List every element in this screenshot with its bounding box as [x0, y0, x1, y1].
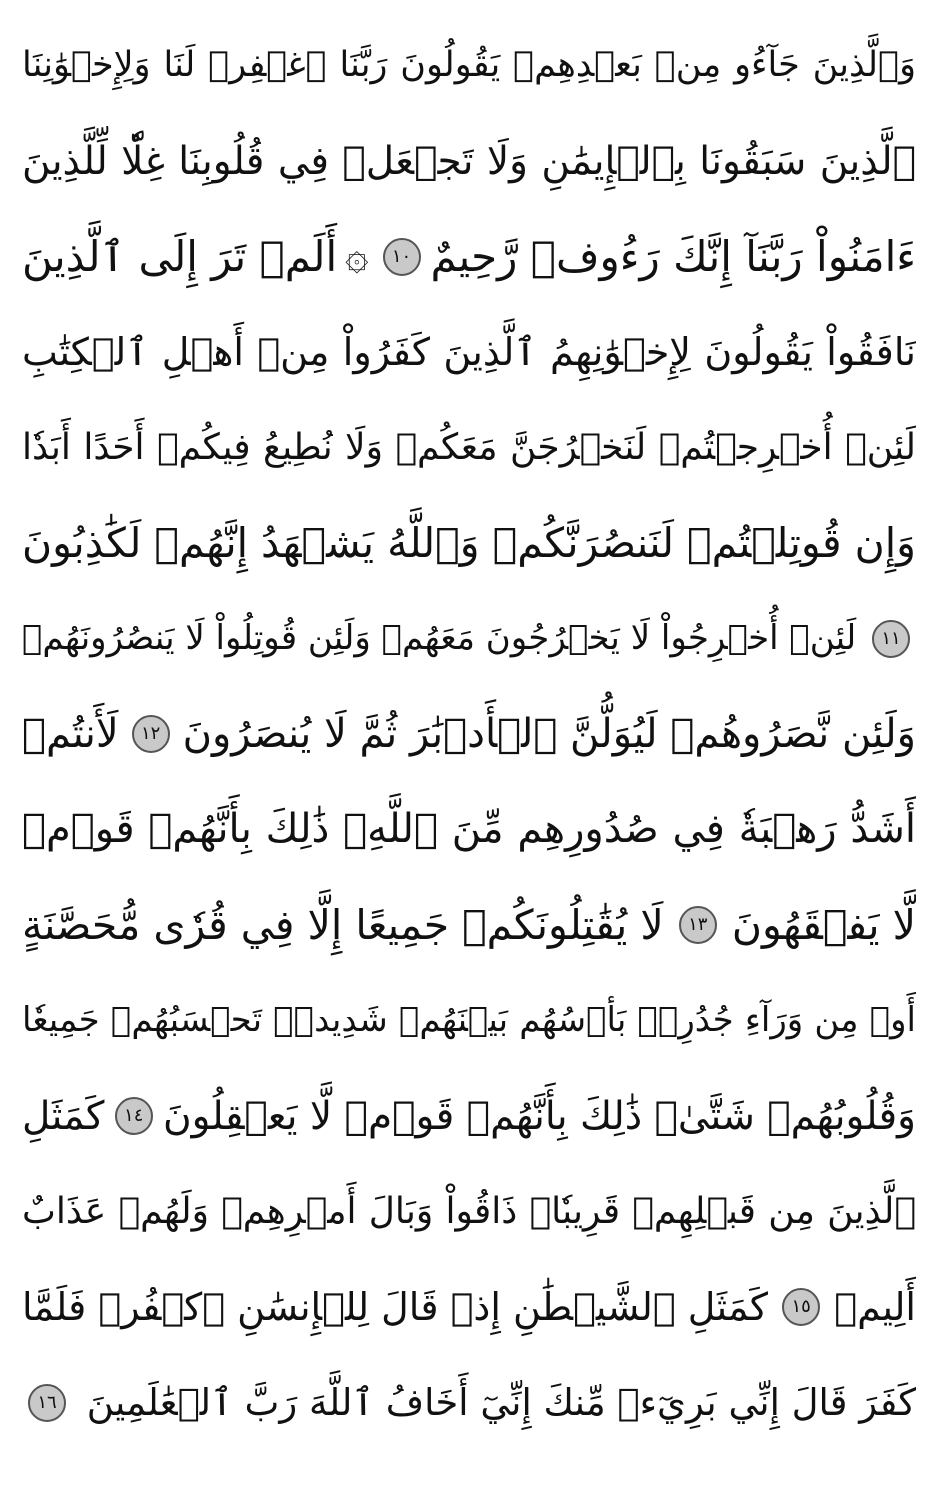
- ayah-number-marker: ١٦: [28, 1384, 66, 1422]
- verse-text: أَشَدُّ رَهۡبَةٗ فِي صُدُورِهِم مِّنَ ٱللَّهِۚ ذَٰلِكَ بِأَنَّهُمۡ قَوۡمٞ: [22, 806, 916, 853]
- ayah-number-marker: ١١: [872, 620, 910, 658]
- verse-text: وَٱلَّذِينَ جَآءُو مِنۢ بَعۡدِهِمۡ يَقُولُونَ رَبَّنَا ٱغۡفِرۡ لَنَا وَلِإِخۡوَٰنِنَا: [22, 45, 916, 86]
- hizb-marker-icon: ۞: [345, 233, 369, 280]
- verse-line: [22, 1355, 916, 1451]
- ayah-number-marker: ١٣: [679, 906, 717, 944]
- verse-text: نَافَقُواْ يَقُولُونَ لِإِخۡوَٰنِهِمُ ٱلَّذِينَ كَفَرُواْ مِنۡ أَهۡلِ ٱلۡكِتَٰبِ: [22, 329, 916, 374]
- verse-text: أَلَمۡ تَرَ إِلَى ٱلَّذِينَ: [22, 232, 338, 282]
- verse-line: [22, 687, 916, 783]
- ayah-number-marker: ١٢: [132, 715, 170, 753]
- verse-text: وَلَئِن نَّصَرُوهُمۡ لَيُوَلُّنَّ ٱلۡأَدۡبَٰرَ ثُمَّ لَا يُنصَرُونَ: [182, 710, 916, 757]
- verse-text: وَإِن قُوتِلۡتُمۡ لَنَنصُرَنَّكُمۡ وَٱللَّهُ يَشۡهَدُ إِنَّهُمۡ لَكَٰذِبُونَ: [22, 518, 916, 567]
- verse-line: [22, 973, 916, 1069]
- verse-line: [22, 305, 916, 401]
- verse-text: لَئِنۡ أُخۡرِجُواْ لَا يَخۡرُجُونَ مَعَهُمۡ وَلَئِن قُوتِلُواْ لَا يَنصُرُونَهُمۡ: [22, 618, 857, 659]
- verse-text: لَأَنتُمۡ: [22, 710, 119, 757]
- verse-line: [22, 878, 916, 974]
- verse-text: لَا يُقَٰتِلُونَكُمۡ جَمِيعًا إِلَّا فِي قُرٗى مُّحَصَّنَةٍ: [22, 900, 664, 949]
- verse-line: [22, 400, 916, 496]
- ayah-number-marker: ١٠: [383, 238, 421, 276]
- ayah-number-marker: ١٥: [782, 1288, 820, 1326]
- verse-text: أَلِيمٞ: [834, 1284, 916, 1329]
- verse-text: كَمَثَلِ ٱلشَّيۡطَٰنِ إِذۡ قَالَ لِلۡإِنسَٰنِ ٱكۡفُرۡ فَلَمَّا: [22, 1284, 769, 1329]
- verse-text: أَوۡ مِن وَرَآءِ جُدُرِۭۚ بَأۡسُهُم بَيۡنَهُمۡ شَدِيدٞۚ تَحۡسَبُهُمۡ جَمِيعٗا: [22, 1000, 916, 1041]
- ayah-number-marker: ١٤: [115, 1097, 153, 1135]
- verse-line: [22, 209, 916, 305]
- verse-text: كَمَثَلِ: [22, 1093, 105, 1139]
- verse-text: ءَامَنُواْ رَبَّنَآ إِنَّكَ رَءُوفٞ رَّحِيمٌ: [430, 232, 916, 282]
- verse-line: [22, 1164, 916, 1260]
- verse-line: [22, 18, 916, 114]
- verse-line: [22, 1069, 916, 1165]
- verse-line: [22, 1260, 916, 1356]
- verse-text: كَفَرَ قَالَ إِنِّي بَرِيٓءٞ مِّنكَ إِنِّيٓ أَخَافُ ٱللَّهَ رَبَّ ٱلۡعَٰلَمِينَ: [86, 1381, 916, 1425]
- verse-text: لَّا يَفۡقَهُونَ: [731, 900, 916, 949]
- verse-text: ٱلَّذِينَ مِن قَبۡلِهِمۡ قَرِيبٗاۖ ذَاقُواْ وَبَالَ أَمۡرِهِمۡ وَلَهُمۡ عَذَابٌ: [22, 1191, 916, 1233]
- verse-text: ٱلَّذِينَ سَبَقُونَا بِٱلۡإِيمَٰنِ وَلَا تَجۡعَلۡ فِي قُلُوبِنَا غِلّٗا لِّلَّذِينَ: [22, 138, 916, 184]
- verse-line: [22, 782, 916, 878]
- verse-line: [22, 114, 916, 210]
- verse-text: وَقُلُوبُهُمۡ شَتَّىٰۚ ذَٰلِكَ بِأَنَّهُمۡ قَوۡمٞ لَّا يَعۡقِلُونَ: [163, 1093, 916, 1139]
- verse-line: [22, 591, 916, 687]
- verse-text: لَئِنۡ أُخۡرِجۡتُمۡ لَنَخۡرُجَنَّ مَعَكُمۡ وَلَا نُطِيعُ فِيكُمۡ أَحَدًا أَبَدٗا: [22, 427, 916, 469]
- verse-line: [22, 496, 916, 592]
